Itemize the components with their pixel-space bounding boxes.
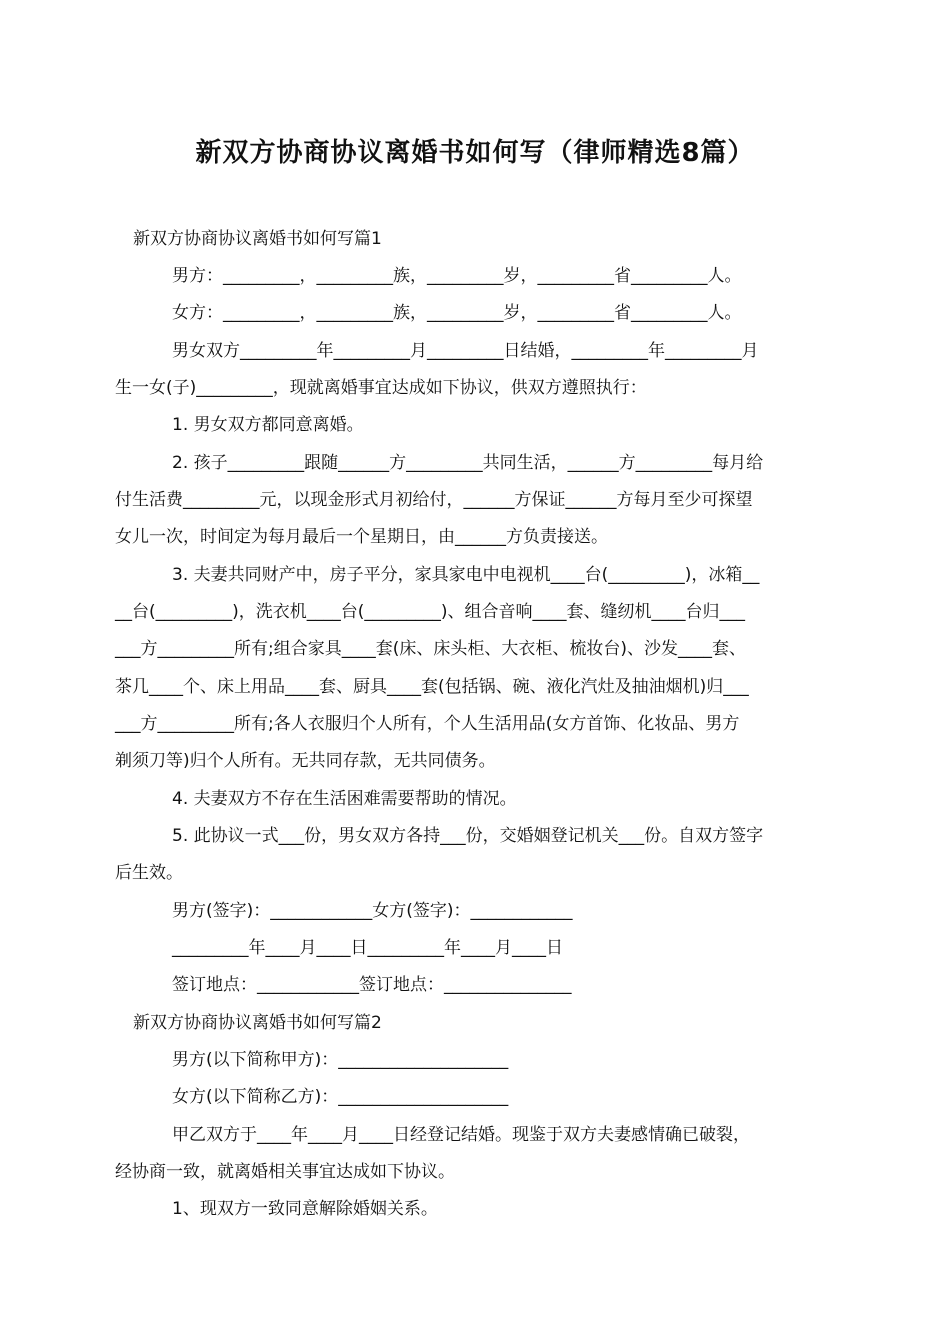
paragraph-line: 经协商一致，就离婚相关事宜达成如下协议。 (115, 1162, 455, 1182)
paragraph-line: 男女双方_________年_________月_________日结婚，_________年_________月 (172, 341, 759, 361)
paragraph-line: __台(_________)，洗衣机____台(_________)、组合音响____套、缝纫机____台归___ (115, 602, 746, 622)
paragraph-line: 剃须刀等)归个人所有。无共同存款，无共同债务。 (115, 751, 496, 771)
paragraph-line: 生一女(子)_________，现就离婚事宜达成如下协议，供双方遵照执行： (115, 378, 647, 398)
clause-5: 5. 此协议一式___份，男女双方各持___份，交婚姻登记机关___份。自双方签字 (172, 826, 764, 846)
party-a-line: 男方(以下简称甲方)：____________________ (172, 1050, 509, 1070)
clause-2: 2. 孩子_________跟随______方_________共同生活，______方_________每月给 (172, 453, 764, 473)
clause-1: 1. 男女双方都同意离婚。 (172, 415, 364, 435)
paragraph-line: 茶几____个、床上用品____套、厨具____套(包括锅、碗、液化汽灶及抽油烟机)归___ (115, 677, 749, 697)
paragraph-line: ___方_________所有;各人衣服归个人所有，个人生活用品(女方首饰、化妆品、男方 (115, 714, 740, 734)
paragraph-line: ___方_________所有;组合家具____套(床、床头柜、大衣柜、梳妆台)、沙发____套、 (115, 639, 746, 659)
signing-place-line: 签订地点：____________签订地点：_______________ (172, 975, 572, 995)
female-party-line: 女方：_________，_________族，_________岁，_________省_________人。 (172, 303, 742, 323)
section-heading-2: 新双方协商协议离婚书如何写篇2 (133, 1013, 382, 1033)
clause-4: 4. 夫妻双方不存在生活困难需要帮助的情况。 (172, 789, 517, 809)
male-party-line: 男方：_________，_________族，_________岁，_________省_________人。 (172, 266, 742, 286)
party-b-line: 女方(以下简称乙方)：____________________ (172, 1087, 509, 1107)
section-heading-1: 新双方协商协议离婚书如何写篇1 (133, 229, 382, 249)
paragraph-line: 甲乙双方于____年____月____日经登记结婚。现鉴于双方夫妻感情确已破裂， (172, 1125, 750, 1145)
document-title: 新双方协商协议离婚书如何写（律师精选8篇） (195, 138, 755, 168)
date-line: _________年____月____日_________年____月____日 (172, 938, 563, 958)
clause-1: 1、现双方一致同意解除婚姻关系。 (172, 1199, 438, 1219)
paragraph-line: 女儿一次，时间定为每月最后一个星期日，由______方负责接送。 (115, 527, 608, 547)
paragraph-line: 付生活费_________元，以现金形式月初给付，______方保证______方每月至少可探望 (115, 490, 753, 510)
signature-line: 男方(签字)：____________女方(签字)：____________ (172, 901, 573, 921)
clause-3: 3. 夫妻共同财产中，房子平分，家具家电中电视机____台(_________)，冰箱__ (172, 565, 760, 585)
paragraph-line: 后生效。 (115, 863, 183, 883)
